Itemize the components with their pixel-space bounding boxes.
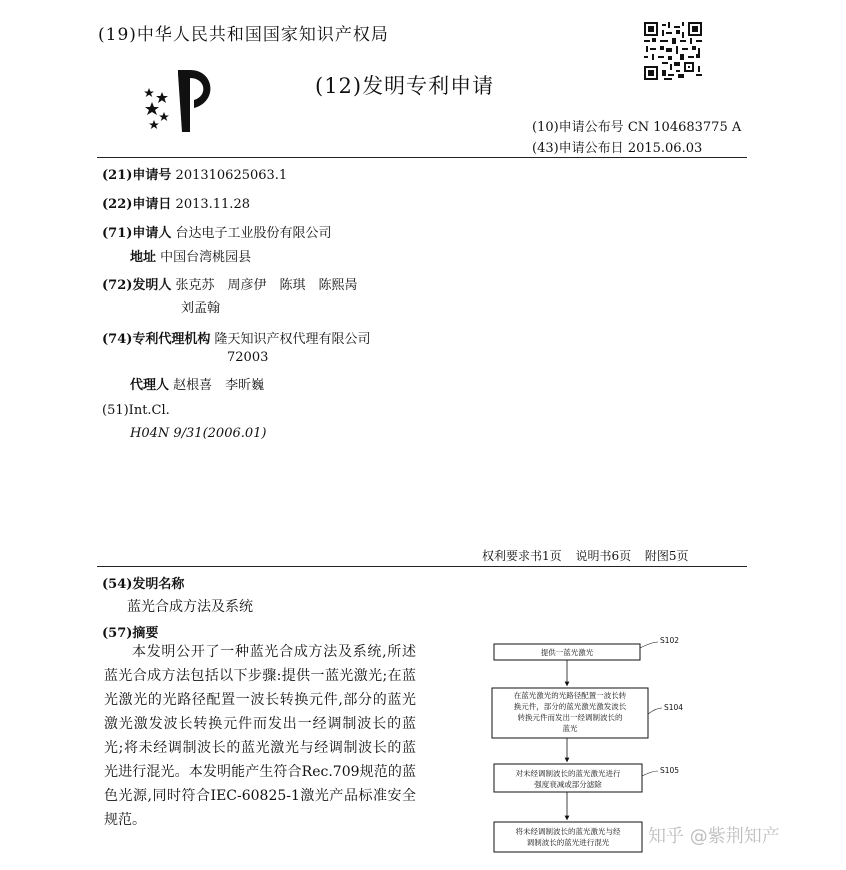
application-date-row <box>102 193 250 212</box>
flowchart-step-id-s105: S105 <box>660 766 680 775</box>
applicant-label: (71)申请人 <box>102 226 172 241</box>
address-value: 中国台湾桃园县 <box>160 250 252 265</box>
publication-number: (10)申请公布号 CN 104683775 A <box>532 120 742 135</box>
abstract-label: (57)摘要 <box>102 626 159 641</box>
qr-code[interactable] <box>644 22 702 80</box>
invention-title: 蓝光合成方法及系统 <box>127 599 253 615</box>
agency-code: 72003 <box>227 350 269 365</box>
header-divider <box>97 157 747 158</box>
inventors-label: (72)发明人 <box>102 278 172 293</box>
inventors-row <box>102 274 358 293</box>
section-divider <box>97 566 747 567</box>
agency-label: (74)专利代理机构 <box>102 332 211 347</box>
agent-row <box>130 374 264 393</box>
flowchart-step4-line2: 调制波长的蓝光进行混光 <box>526 838 610 847</box>
watermark: 知乎 @紫荆知产 <box>648 826 780 847</box>
applicant-value: 台达电子工业股份有限公司 <box>175 226 332 241</box>
application-date-value: 2013.11.28 <box>175 197 250 212</box>
flowchart-step1-text: 提供一蓝光激光 <box>540 648 594 657</box>
agency-row <box>102 328 371 347</box>
applicant-row <box>102 222 332 241</box>
address-row <box>130 246 251 265</box>
flowchart-step-id-s102: S102 <box>660 636 680 645</box>
abstract-text: 本发明公开了一种蓝光合成方法及系统,所述蓝光合成方法包括以下步骤:提供一蓝光激光;在蓝光激光的光路径配置一波长转换元件,部分的蓝光激光激发波长转换元件而发出一经调制波长的蓝光;将未经调制波长的蓝光激光与经调制波长的蓝光进行混光。本发明能产生符合Rec.709规范的蓝色光源,同时符合IEC-60825-1激光产品标准安全规范。 <box>104 644 416 828</box>
agent-value: 赵根喜 李昕巍 <box>173 378 265 393</box>
invention-title-label: (54)发明名称 <box>102 577 185 592</box>
agent-label: 代理人 <box>130 378 170 393</box>
flowchart-step2-line2: 换元件，部分的蓝光激光激发波长 <box>513 702 627 711</box>
page-counts: 权利要求书1页 说明书6页 附图5页 <box>482 549 689 563</box>
flowchart-step-id-s104: S104 <box>664 703 684 712</box>
address-label: 地址 <box>130 250 157 265</box>
agency-value: 隆天知识产权代理有限公司 <box>214 332 371 347</box>
application-number-value: 201310625063.1 <box>175 168 288 183</box>
flowchart-step2-line3: 转换元件而发出一经调制波长的 <box>517 713 623 722</box>
flowchart-step2-line4: 蓝光 <box>562 724 578 733</box>
application-number-row <box>102 164 287 183</box>
office-name: (19)中华人民共和国国家知识产权局 <box>98 25 389 45</box>
flowchart-step4-line1: 将未经调制波长的蓝光激光与经 <box>515 827 621 836</box>
document-type: (12)发明专利申请 <box>315 74 495 98</box>
publication-date: (43)申请公布日 2015.06.03 <box>532 141 703 156</box>
flowchart-step2-line1: 在蓝光激光的光路径配置一波长转 <box>513 691 627 700</box>
application-number-label: (21)申请号 <box>102 168 172 183</box>
inventors-value-line2: 刘孟翰 <box>181 301 221 316</box>
flowchart-step3-line1: 对未经调制波长的蓝光激光进行 <box>515 769 621 778</box>
flowchart-step3-line2: 强度衰减或部分滤除 <box>534 780 602 789</box>
cnipa-logo <box>140 62 220 134</box>
application-date-label: (22)申请日 <box>102 197 172 212</box>
int-cl-label: (51)Int.Cl. <box>102 403 170 418</box>
int-cl-value: H04N 9/31(2006.01) <box>130 426 267 441</box>
inventors-value: 张克苏 周彦伊 陈琪 陈熙昺 <box>175 278 358 293</box>
